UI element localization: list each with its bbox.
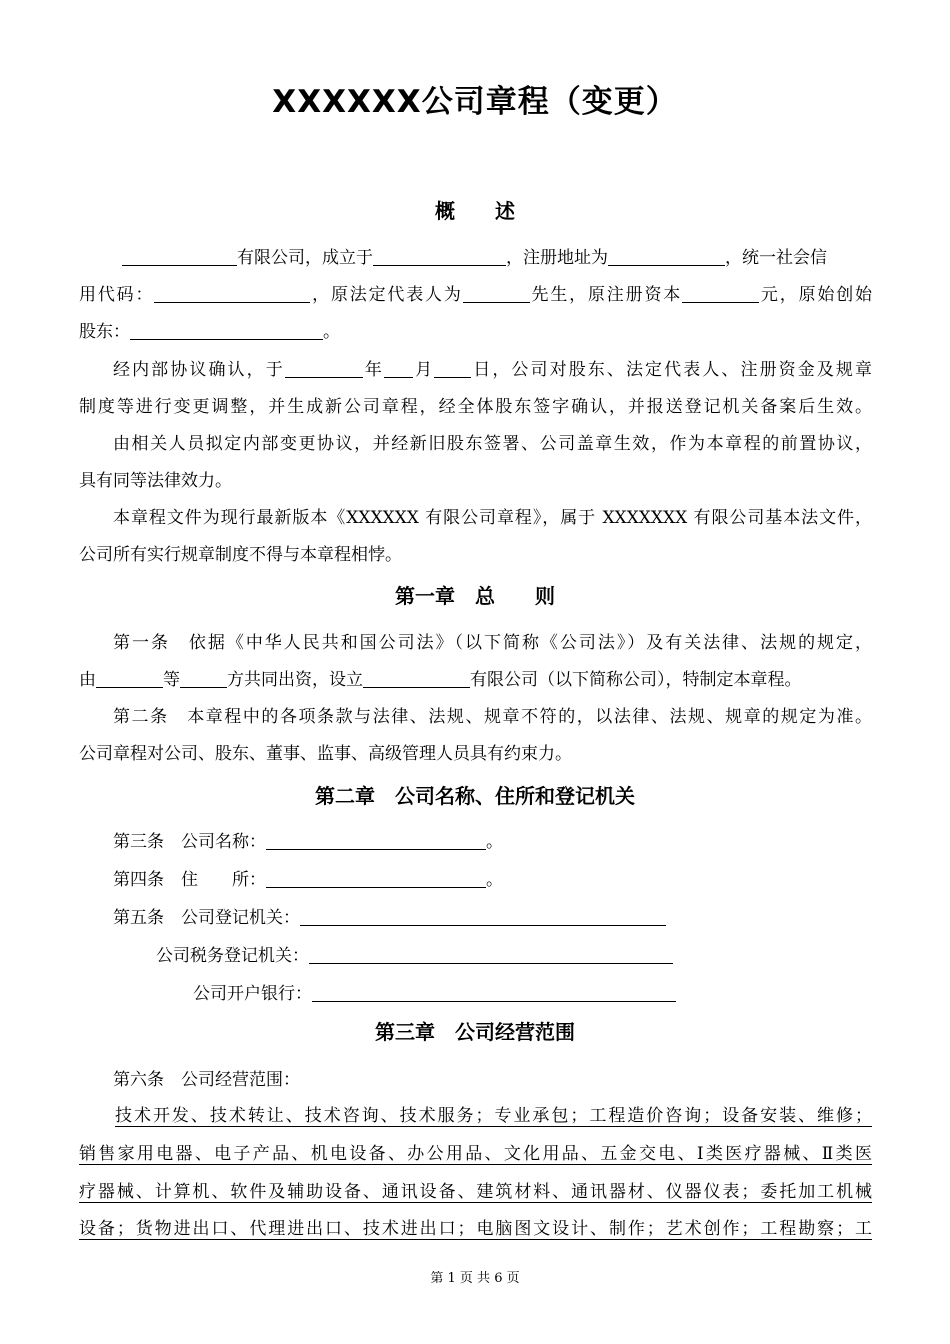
overview-p4-line1: 本章程文件为现行最新版本《XXXXXX 有限公司章程》，属于 XXXXXXX 有限公司基本法文件， bbox=[113, 508, 872, 528]
business-scope-line: 销售家用电器、电子产品、机电设备、办公用品、文化用品、五金交电、Ⅰ类医疗器械、Ⅱ类医 bbox=[79, 1144, 872, 1164]
capital-blank bbox=[682, 284, 759, 303]
page-number: 第 1 页 共 6 页 bbox=[430, 1271, 520, 1286]
overview-heading: 概 述 bbox=[435, 199, 515, 223]
document-title: XXXXXX公司章程（变更） bbox=[272, 84, 678, 120]
business-scope-line: 设备；货物进出口、代理进出口、技术进出口；电脑图文设计、制作；艺术创作；工程勘察；工 bbox=[79, 1219, 872, 1239]
founder-blank bbox=[130, 321, 323, 340]
investor-blank bbox=[96, 669, 163, 688]
overview-p1-line2: 用代码： ，原法定代表人为 先生，原注册资本 元，原始创始 bbox=[79, 285, 873, 305]
article6-line: 第六条 公司经营范围： bbox=[113, 1070, 300, 1090]
residence-field bbox=[266, 869, 486, 888]
article1-line1: 第一条 依据《中华人民共和国公司法》（以下简称《公司法》）及有关法律、法规的规定， bbox=[113, 633, 872, 653]
overview-p4-line2: 公司所有实行规章制度不得与本章程相悖。 bbox=[79, 545, 402, 565]
article1-line2: 由 等 方共同出资，设立 有限公司（以下简称公司），特制定本章程。 bbox=[79, 670, 802, 690]
bank-field bbox=[312, 983, 676, 1002]
chapter2-heading: 第二章 公司名称、住所和登记机关 bbox=[315, 784, 635, 808]
company-name-blank bbox=[122, 247, 237, 266]
chapter3-heading: 第三章 公司经营范围 bbox=[375, 1020, 575, 1044]
company-name-blank-2 bbox=[363, 669, 470, 688]
overview-p1-line3: 股东： 。 bbox=[79, 322, 340, 342]
overview-p2-line2: 制度等进行变更调整，并生成新公司章程，经全体股东签字确认，并报送登记机关备案后生效。 bbox=[79, 397, 872, 417]
registration-authority-field bbox=[300, 907, 666, 926]
day-blank bbox=[434, 359, 471, 378]
chapter1-heading: 第一章 总 则 bbox=[395, 584, 555, 608]
party-count-blank bbox=[180, 669, 227, 688]
month-blank bbox=[384, 359, 413, 378]
article3-line: 第三条 公司名称： 。 bbox=[113, 832, 503, 852]
year-blank bbox=[285, 359, 363, 378]
business-scope-line: 技术开发、技术转让、技术咨询、技术服务；专业承包；工程造价咨询；设备安装、维修； bbox=[115, 1106, 872, 1126]
tax-authority-field bbox=[309, 945, 673, 964]
article2-line1: 第二条 本章程中的各项条款与法律、法规、规章不符的，以法律、法规、规章的规定为准。 bbox=[113, 707, 872, 727]
overview-p3-line2: 具有同等法律效力。 bbox=[79, 471, 232, 491]
overview-p2-line1: 经内部协议确认，于 年 月 日，公司对股东、法定代表人、注册资金及规章 bbox=[113, 360, 873, 380]
established-date-blank bbox=[373, 247, 506, 266]
credit-code-blank bbox=[154, 284, 310, 303]
bank-line: 公司开户银行： bbox=[193, 983, 676, 1005]
article4-line: 第四条 住 所： 。 bbox=[113, 870, 503, 890]
tax-authority-line: 公司税务登记机关： bbox=[156, 945, 673, 967]
address-blank bbox=[608, 247, 725, 266]
business-scope-line: 疗器械、计算机、软件及辅助设备、通讯设备、建筑材料、通讯器材、仪器仪表；委托加工机械 bbox=[79, 1182, 872, 1202]
article2-line2: 公司章程对公司、股东、董事、监事、高级管理人员具有约束力。 bbox=[79, 744, 572, 764]
company-name-field bbox=[266, 831, 486, 850]
overview-p1-line1: 有限公司，成立于 ，注册地址为 ，统一社会信 bbox=[122, 247, 827, 269]
article5-line: 第五条 公司登记机关： bbox=[113, 907, 666, 929]
overview-p3-line1: 由相关人员拟定内部变更协议，并经新旧股东签署、公司盖章生效，作为本章程的前置协议， bbox=[113, 434, 872, 454]
legal-rep-blank bbox=[463, 284, 530, 303]
